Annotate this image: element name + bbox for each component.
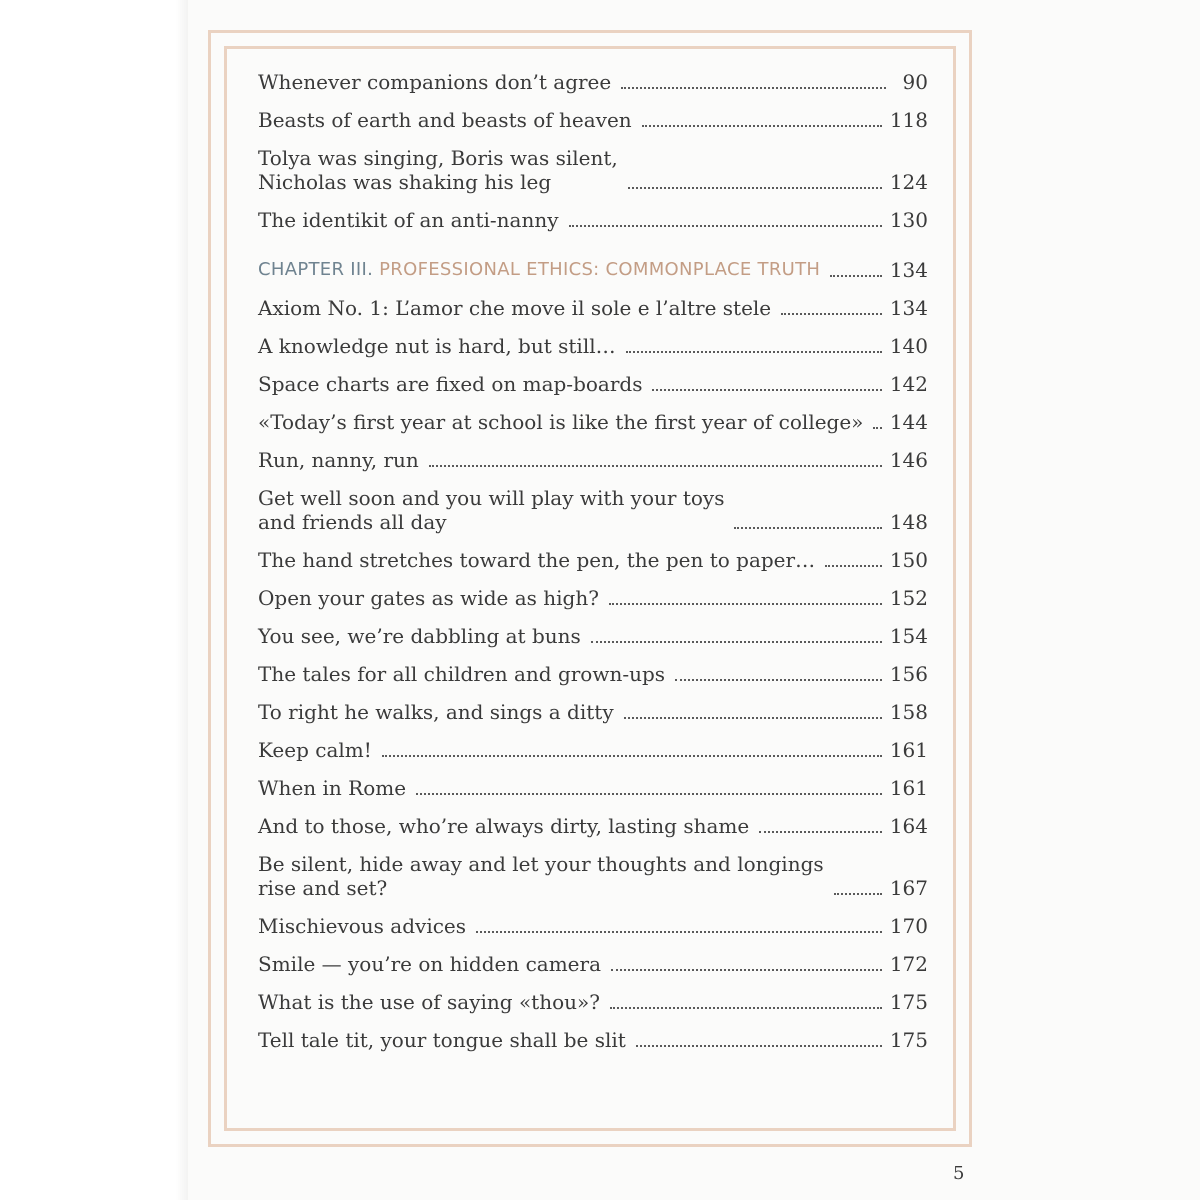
dot-leader bbox=[642, 125, 882, 127]
toc-entry-title bbox=[258, 334, 616, 358]
dot-leader bbox=[609, 603, 882, 605]
toc-entry-page-number: 172 bbox=[889, 952, 928, 976]
dot-leader bbox=[476, 931, 882, 933]
dot-leader bbox=[636, 1045, 882, 1047]
toc-entry-page-number: 134 bbox=[889, 296, 928, 320]
toc-entry-line: Nicholas was shaking his leg bbox=[258, 170, 552, 194]
toc-entry-line: And to those, who’re always dirty, lasting shame bbox=[258, 814, 750, 838]
toc-entry-page-number: 175 bbox=[889, 1028, 928, 1052]
toc-entry-page-number: 130 bbox=[889, 208, 928, 232]
toc-entry-title bbox=[258, 108, 632, 132]
toc-entry-line: Get well soon and you will play with your toys bbox=[258, 486, 725, 510]
dot-leader bbox=[416, 793, 882, 795]
dot-leader bbox=[759, 831, 882, 833]
toc-entry-page-number: 164 bbox=[889, 814, 928, 838]
toc-entry-page-number: 161 bbox=[889, 738, 928, 762]
toc-entry-title bbox=[258, 296, 771, 320]
toc-entry-title bbox=[258, 624, 581, 648]
toc-entry bbox=[258, 814, 928, 838]
toc-entry-line: Space charts are fixed on map-boards bbox=[258, 372, 643, 396]
toc-entry-line: Whenever companions don’t agree bbox=[258, 70, 612, 94]
toc-entry-page-number: 158 bbox=[889, 700, 928, 724]
page-number: 5 bbox=[953, 1163, 965, 1184]
toc-entry-page-number: 150 bbox=[889, 548, 928, 572]
toc-entry-page-number: 118 bbox=[889, 108, 928, 132]
toc-entry-title bbox=[258, 448, 419, 472]
toc-entry-title bbox=[258, 914, 466, 938]
toc-entry bbox=[258, 914, 928, 938]
toc-section-chapter-3 bbox=[258, 296, 928, 1052]
toc-entry bbox=[258, 486, 928, 534]
dot-leader bbox=[628, 187, 882, 189]
toc-entry bbox=[258, 952, 928, 976]
toc-entry bbox=[258, 624, 928, 648]
chapter-page-number: 134 bbox=[889, 258, 928, 282]
toc-entry-page-number: 154 bbox=[889, 624, 928, 648]
toc-entry-line: Mischievous advices bbox=[258, 914, 467, 938]
table-of-contents bbox=[258, 70, 928, 1066]
chapter-label bbox=[258, 258, 820, 282]
toc-entry bbox=[258, 208, 928, 232]
chapter-title: PROFESSIONAL ETHICS: COMMONPLACE TRUTH bbox=[379, 259, 821, 280]
dot-leader bbox=[429, 465, 882, 467]
toc-entry-page-number: 140 bbox=[889, 334, 928, 358]
toc-entry-line: Open your gates as wide as high? bbox=[258, 586, 599, 610]
toc-entry bbox=[258, 296, 928, 320]
toc-entry-line: When in Rome bbox=[258, 776, 407, 800]
toc-entry-page-number: 142 bbox=[889, 372, 928, 396]
toc-entry-line: Axiom No. 1: L’amor che move il sole e l’altre stele bbox=[258, 296, 772, 320]
toc-entry-line: You see, we’re dabbling at buns bbox=[258, 624, 581, 648]
toc-entry-line: What is the use of saying «thou»? bbox=[258, 990, 600, 1014]
toc-entry-line: «Today’s first year at school is like the first year of college» bbox=[258, 410, 864, 434]
toc-entry-title bbox=[258, 990, 600, 1014]
toc-entry-page-number: 156 bbox=[889, 662, 928, 686]
dot-leader bbox=[626, 351, 882, 353]
toc-entry-line: The hand stretches toward the pen, the pen to paper… bbox=[258, 548, 816, 572]
toc-entry-page-number: 175 bbox=[889, 990, 928, 1014]
toc-entry-line: A knowledge nut is hard, but still… bbox=[258, 334, 616, 358]
toc-entry-title bbox=[258, 486, 724, 534]
toc-entry-page-number: 144 bbox=[889, 410, 928, 434]
toc-entry-page-number: 124 bbox=[889, 170, 928, 194]
toc-entry-line: and friends all day bbox=[258, 510, 447, 534]
toc-entry bbox=[258, 1028, 928, 1052]
toc-entry-title bbox=[258, 776, 406, 800]
toc-entry-title bbox=[258, 1028, 626, 1052]
dot-leader bbox=[834, 893, 882, 895]
dot-leader bbox=[652, 389, 881, 391]
toc-entry-line: Smile — you’re on hidden camera bbox=[258, 952, 601, 976]
toc-entry-line: To right he walks, and sings a ditty bbox=[258, 700, 614, 724]
toc-entry-line: Run, nanny, run bbox=[258, 448, 419, 472]
dot-leader bbox=[873, 427, 881, 429]
toc-entry bbox=[258, 146, 928, 194]
toc-entry bbox=[258, 334, 928, 358]
toc-entry-title bbox=[258, 738, 372, 762]
toc-entry bbox=[258, 738, 928, 762]
toc-entry-title bbox=[258, 70, 611, 94]
toc-entry-page-number: 146 bbox=[889, 448, 928, 472]
toc-entry-title bbox=[258, 700, 614, 724]
toc-entry-title bbox=[258, 586, 599, 610]
toc-entry-line: The identikit of an anti-nanny bbox=[258, 208, 559, 232]
toc-entry-line: rise and set? bbox=[258, 876, 388, 900]
dot-leader bbox=[830, 275, 882, 277]
toc-entry bbox=[258, 410, 928, 434]
toc-entry-line: The tales for all children and grown-ups bbox=[258, 662, 666, 686]
toc-entry-title bbox=[258, 410, 863, 434]
toc-entry-page-number: 161 bbox=[889, 776, 928, 800]
toc-entry-line: Tell tale tit, your tongue shall be slit bbox=[258, 1028, 626, 1052]
toc-entry-line: Tolya was singing, Boris was silent, bbox=[258, 146, 618, 170]
toc-entry bbox=[258, 448, 928, 472]
dot-leader bbox=[382, 755, 882, 757]
toc-entry bbox=[258, 990, 928, 1014]
dot-leader bbox=[781, 313, 882, 315]
toc-entry-page-number: 170 bbox=[889, 914, 928, 938]
toc-entry bbox=[258, 662, 928, 686]
toc-entry bbox=[258, 372, 928, 396]
toc-entry bbox=[258, 586, 928, 610]
toc-entry bbox=[258, 776, 928, 800]
toc-entry-title bbox=[258, 372, 642, 396]
toc-entry-line: Keep calm! bbox=[258, 738, 372, 762]
dot-leader bbox=[569, 225, 882, 227]
toc-entry-line: Beasts of earth and beasts of heaven bbox=[258, 108, 632, 132]
toc-entry-line: Be silent, hide away and let your thoughts and longings bbox=[258, 852, 824, 876]
dot-leader bbox=[621, 87, 886, 89]
toc-entry bbox=[258, 108, 928, 132]
dot-leader bbox=[610, 1007, 882, 1009]
toc-section-previous-chapter bbox=[258, 70, 928, 232]
dot-leader bbox=[591, 641, 882, 643]
toc-entry-page-number: 167 bbox=[889, 876, 928, 900]
dot-leader bbox=[825, 565, 882, 567]
toc-entry-title bbox=[258, 146, 618, 194]
toc-entry bbox=[258, 852, 928, 900]
dot-leader bbox=[624, 717, 882, 719]
dot-leader bbox=[734, 527, 881, 529]
toc-entry bbox=[258, 548, 928, 572]
toc-entry-title bbox=[258, 662, 665, 686]
chapter-number: CHAPTER III. bbox=[258, 259, 374, 280]
dot-leader bbox=[611, 969, 882, 971]
toc-entry-page-number: 90 bbox=[902, 70, 928, 94]
toc-entry-title bbox=[258, 852, 824, 900]
toc-entry bbox=[258, 700, 928, 724]
toc-entry-title bbox=[258, 952, 601, 976]
dot-leader bbox=[675, 679, 882, 681]
toc-entry-page-number: 148 bbox=[889, 510, 928, 534]
toc-entry-title bbox=[258, 208, 559, 232]
toc-entry-title bbox=[258, 814, 749, 838]
toc-entry-title bbox=[258, 548, 815, 572]
toc-entry bbox=[258, 70, 928, 94]
chapter-heading bbox=[258, 258, 928, 282]
toc-entry-page-number: 152 bbox=[889, 586, 928, 610]
